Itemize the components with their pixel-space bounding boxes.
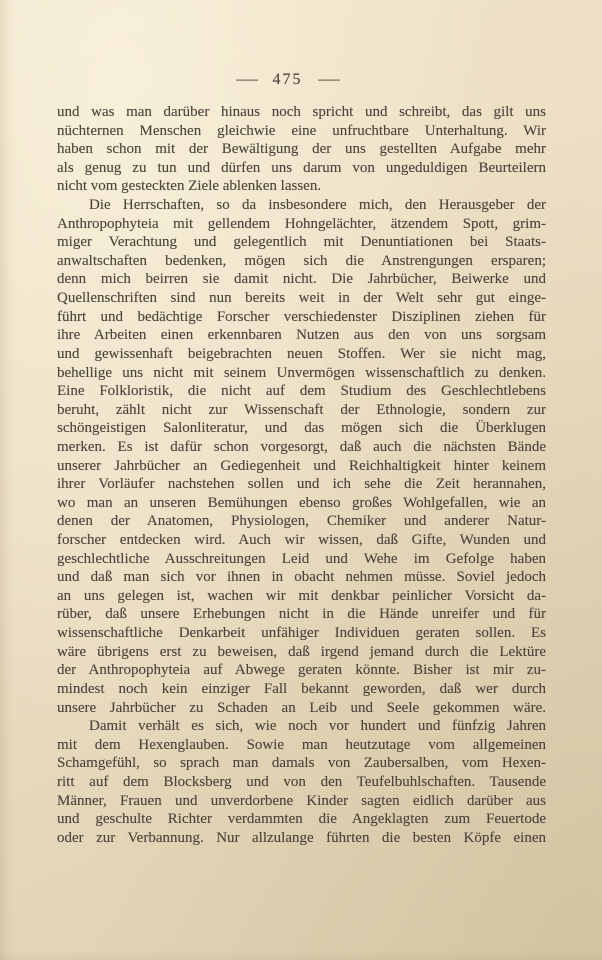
text-line: rüber, daß unsere Erhebungen nicht in die Hände unreifer und für — [57, 606, 546, 623]
text-line: Eine Folkloristik, die nicht auf dem Studium des Geschlechtlebens — [57, 383, 546, 400]
page-header — [43, 71, 532, 89]
text-line: wo man an unseren Bemühungen ebenso großes Wohlgefallen, wie an — [57, 494, 546, 511]
text-line: beruht, zählt nicht zur Wissenschaft der Ethnologie, sondern zur — [57, 401, 546, 418]
header-right-dash: — — [317, 71, 340, 88]
text-line: anwaltschaften bedenken, mögen sich die Anstrengungen ersparen; — [57, 252, 546, 269]
page-text — [57, 103, 546, 847]
text-line: unserer Jahrbücher an Gediegenheit und Reichhaltigkeit hinter keinem — [57, 457, 546, 474]
text-line: an uns gelegen ist, wachen wir mit denkbar peinlicher Vorsicht da- — [57, 587, 546, 604]
text-line: forscher entdecken wird. Auch wir wissen, daß Gifte, Wunden und — [57, 532, 546, 549]
text-line: ihre Arbeiten einen erkennbaren Nutzen aus den von uns sorgsam — [57, 327, 546, 344]
paragraph — [57, 103, 546, 196]
page-edge-shadow-bottom — [0, 950, 602, 960]
text-line: Damit verhält es sich, wie noch vor hundert und fünfzig Jahren — [89, 718, 546, 735]
text-line: Quellenschriften sind nun bereits weit in der Welt sehr gut einge- — [57, 290, 546, 307]
text-line: Männer, Frauen und unverdorbene Kinder sagten eidlich darüber aus — [57, 792, 546, 809]
text-line: denn mich beirren sie damit nicht. Die Jahrbücher, Beiwerke und — [57, 271, 546, 288]
text-line: Die Herrschaften, so da insbesondere mich, den Herausgeber der — [89, 197, 546, 214]
text-line: ihrer Vorläufer nachstehen sollen und ich sehe die Zeit herannahen, — [57, 476, 546, 493]
text-line: unsere Jahrbücher zu Schaden an Leib und Seele gekommen wäre. — [57, 699, 546, 716]
text-line: führt und bedächtige Forscher verschiedenster Disziplinen ziehen für — [57, 308, 546, 325]
text-line: haben schon mit der Bewältigung der uns gestellten Aufgabe mehr — [57, 141, 546, 158]
page-number: 475 — [272, 71, 303, 88]
text-line: und gewissenhaft beigebrachten neuen Stoffen. Wer sie nicht mag, — [57, 345, 546, 362]
text-line: Schamgefühl, so sprach man damals von Zaubersalben, vom Hexen- — [57, 755, 546, 772]
paragraph — [57, 717, 546, 847]
text-line: wissenschaftliche Denkarbeit unfähiger Individuen geraten sollen. Es — [57, 625, 546, 642]
text-line: geschlechtliche Ausschreitungen Leid und Wehe im Gefolge haben — [57, 550, 546, 567]
text-line: und was man darüber hinaus noch spricht und schreibt, das gilt uns — [57, 104, 546, 120]
text-line: oder zur Verbannung. Nur allzulange führten die besten Köpfe einen — [57, 829, 546, 846]
text-line: miger Verachtung und gelegentlich mit Denuntiationen bei Staats- — [57, 234, 546, 251]
text-line: als genug zu tun und dürfen uns darum von ungeduldigen Beurteilern — [57, 159, 546, 176]
text-line: behellige uns nicht mit seinem Unvermögen wissenschaftlich zu denken. — [57, 364, 546, 381]
text-line: und daß man sich vor ihnen in obacht nehmen müsse. Soviel jedoch — [57, 569, 546, 586]
paragraph — [57, 196, 546, 717]
text-line: Anthropophyteia mit gellendem Hohngelächter, ätzendem Spott, grim- — [57, 215, 546, 232]
text-line: der Anthropophyteia auf Abwege geraten könnte. Bisher ist mir zu- — [57, 662, 546, 679]
text-line: denen der Anatomen, Physiologen, Chemiker und anderer Natur- — [57, 513, 546, 530]
text-line: schöngeistigen Salonliteratur, und das mögen sich die Überklugen — [57, 420, 546, 437]
text-line: und geschulte Richter verdammten die Angeklagten zum Feuertode — [57, 811, 546, 828]
text-line: mit dem Hexenglauben. Sowie man heutzutage vom allgemeinen — [57, 736, 546, 753]
text-line: mindest noch kein einziger Fall bekannt geworden, daß wer durch — [57, 680, 546, 697]
text-line: merken. Es ist dafür schon vorgesorgt, daß auch die nächsten Bände — [57, 438, 546, 455]
text-line: wäre übrigens erst zu beweisen, daß irgend jemand durch die Lektüre — [57, 643, 546, 660]
text-line: nicht vom gesteckten Ziele ablenken lassen. — [57, 178, 322, 195]
text-line: ritt auf dem Blocksberg und von den Teufelbuhlschaften. Tausende — [57, 773, 546, 790]
header-left-dash: — — [235, 71, 258, 88]
text-line: nüchternen Menschen gleichwie eine unfruchtbare Unterhaltung. Wir — [57, 122, 546, 139]
page-edge-shadow-left — [0, 0, 14, 960]
